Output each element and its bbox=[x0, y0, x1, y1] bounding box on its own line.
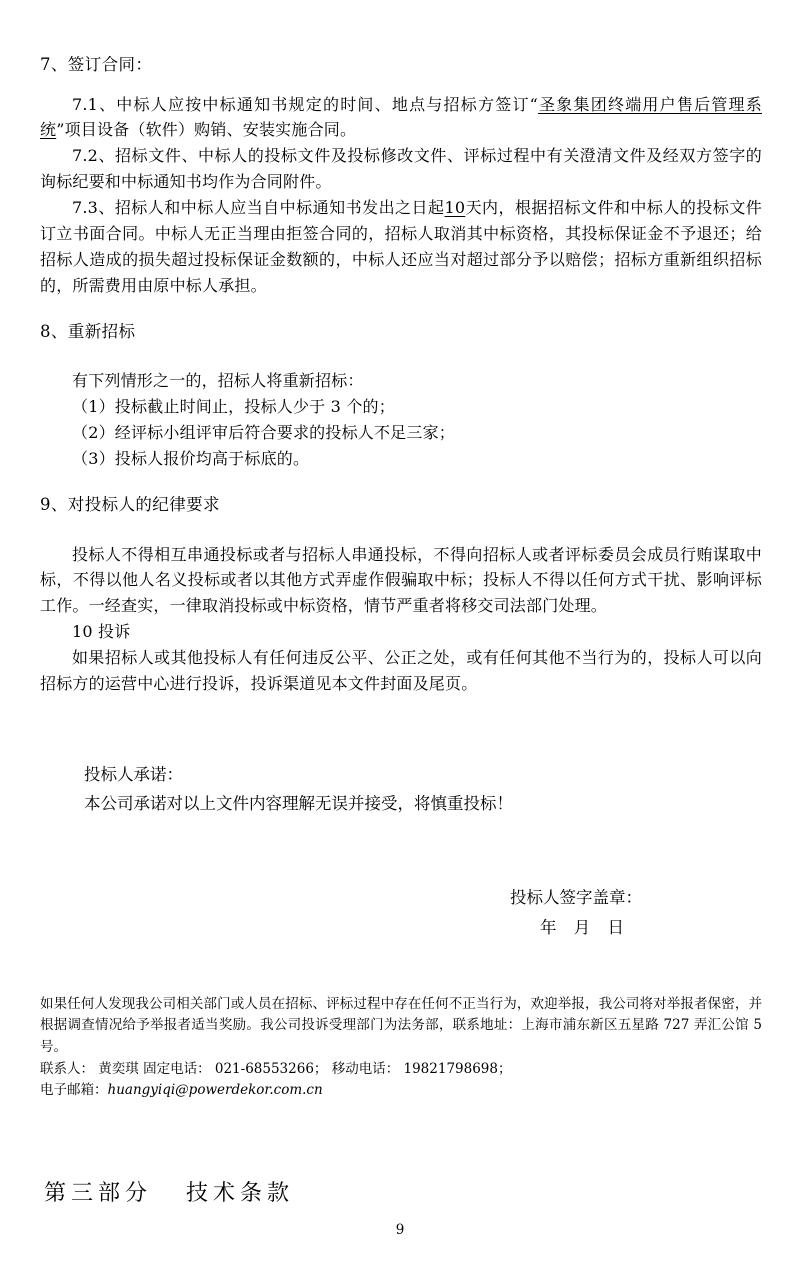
clause-7-3 bbox=[40, 195, 762, 299]
section-7 bbox=[40, 52, 762, 299]
section-8-para-1: 有下列情形之一的，招标人将重新招标： bbox=[72, 371, 364, 391]
clause-7-3-prefix: 7.3、招标人和中标人应当自中标通知书发出之日起 bbox=[72, 198, 445, 218]
section-8-heading: 8、重新招标 bbox=[40, 321, 136, 341]
promise-body: 本公司承诺对以上文件内容理解无误并接受，将慎重投标！ bbox=[84, 793, 513, 813]
page-number: 9 bbox=[395, 1222, 405, 1238]
section-9-heading: 9、对投标人的纪律要求 bbox=[40, 495, 220, 514]
spacer bbox=[40, 974, 762, 994]
spacer bbox=[40, 522, 762, 542]
section-10 bbox=[40, 619, 762, 697]
section-9-para-1: 投标人不得相互串通投标或者与招标人串通投标，不得向招标人或者评标委员会成员行贿谋取中标，不得以他人名义投标或者以其他方式弄虚作假骗取中标；投标人不得以任何方式干扰、影响评标工作。一经查实，一律取消投标或中标资格，情节严重者将移交司法部门处理。 bbox=[40, 544, 762, 616]
clause-7-1-prefix: 7.1、中标人应按中标通知书规定的时间、地点与招标方签订“ bbox=[72, 94, 539, 114]
clause-7-1 bbox=[40, 92, 762, 144]
promise-title: 投标人承诺： bbox=[84, 765, 183, 784]
footnote-block bbox=[40, 994, 762, 1102]
spacer bbox=[40, 819, 762, 863]
footnote-line-2: 联系人： 黄奕琪 固定电话： 021-68553266； 移动电话： 19821798698； bbox=[40, 1060, 512, 1077]
clause-7-3-blank: 10 bbox=[444, 198, 466, 218]
section-10-para-1: 如果招标人或其他投标人有任何违反公平、公正之处，或有任何其他不当行为的，投标人可以向招标方的运营中心进行投诉，投诉渠道见本文件封面及尾页。 bbox=[40, 648, 762, 694]
promise-block bbox=[40, 761, 762, 819]
section-8-item-1: （1）投标截止时间止，投标人少于 3 个的； bbox=[72, 397, 395, 417]
part-title-left: 第三部分 bbox=[44, 1180, 153, 1206]
section-8 bbox=[40, 319, 762, 472]
signature-block bbox=[40, 883, 762, 944]
clause-7-2: 7.2、招标文件、中标人的投标文件及投标修改文件、评标过程中有关澄清文件及经双方签字的询标纪要和中标通知书均作为合同附件。 bbox=[40, 146, 762, 192]
section-7-heading: 7、签订合同： bbox=[40, 55, 153, 74]
part-title-right: 技术条款 bbox=[186, 1180, 295, 1206]
footnote-line-1: 如果任何人发现我公司相关部门或人员在招标、评标过程中存在任何不正当行为，欢迎举报，我公司将对举报者保密，并根据调查情况给予举报者适当奖励。我公司投诉受理部门为法务部，联系地址：上海市浦东新区五星路 727 弄汇公馆 5 号。 bbox=[40, 995, 762, 1055]
section-8-item-3: （3）投标人报价均高于标底的。 bbox=[72, 449, 310, 469]
clause-7-3-suffix: 天内，根据招标文件和中标人的投标文件订立书面合同。中标人无正当理由拒签合同的，招标人取消其中标资格，其投标保证金不予退还；给招标人造成的损失超过投标保证金数额的，中标人还应当对超过部分予以赔偿；招标方重新组织招标的，所需费用由原中标人承担。 bbox=[40, 198, 763, 295]
spacer bbox=[40, 472, 762, 492]
spacer bbox=[40, 1102, 762, 1146]
spacer bbox=[40, 697, 762, 741]
signature-date-line: 年 月 日 bbox=[540, 918, 630, 938]
spacer bbox=[40, 863, 762, 883]
signature-label: 投标人签字盖章： bbox=[510, 887, 642, 907]
footnote-email-label: 电子邮箱： bbox=[40, 1082, 108, 1099]
spacer bbox=[40, 944, 762, 974]
footnote-email-value: huangyiqi@powerdekor.com.cn bbox=[107, 1082, 323, 1099]
section-9 bbox=[40, 492, 762, 619]
footnote-line-3 bbox=[40, 1080, 762, 1102]
spacer bbox=[40, 741, 762, 761]
spacer bbox=[40, 348, 762, 368]
spacer bbox=[40, 299, 762, 319]
spacer bbox=[40, 1146, 762, 1176]
clause-7-1-suffix: ”项目设备（软件）购销、安装实施合同。 bbox=[56, 120, 357, 140]
section-10-heading: 10 投诉 bbox=[72, 622, 131, 642]
clause-7-1-blank: 圣象集团终端用户售后管理系统 bbox=[40, 94, 762, 140]
section-8-item-2: （2）经评标小组评审后符合要求的投标人不足三家； bbox=[72, 423, 455, 443]
spacer bbox=[40, 82, 762, 92]
part-title bbox=[40, 1176, 762, 1207]
